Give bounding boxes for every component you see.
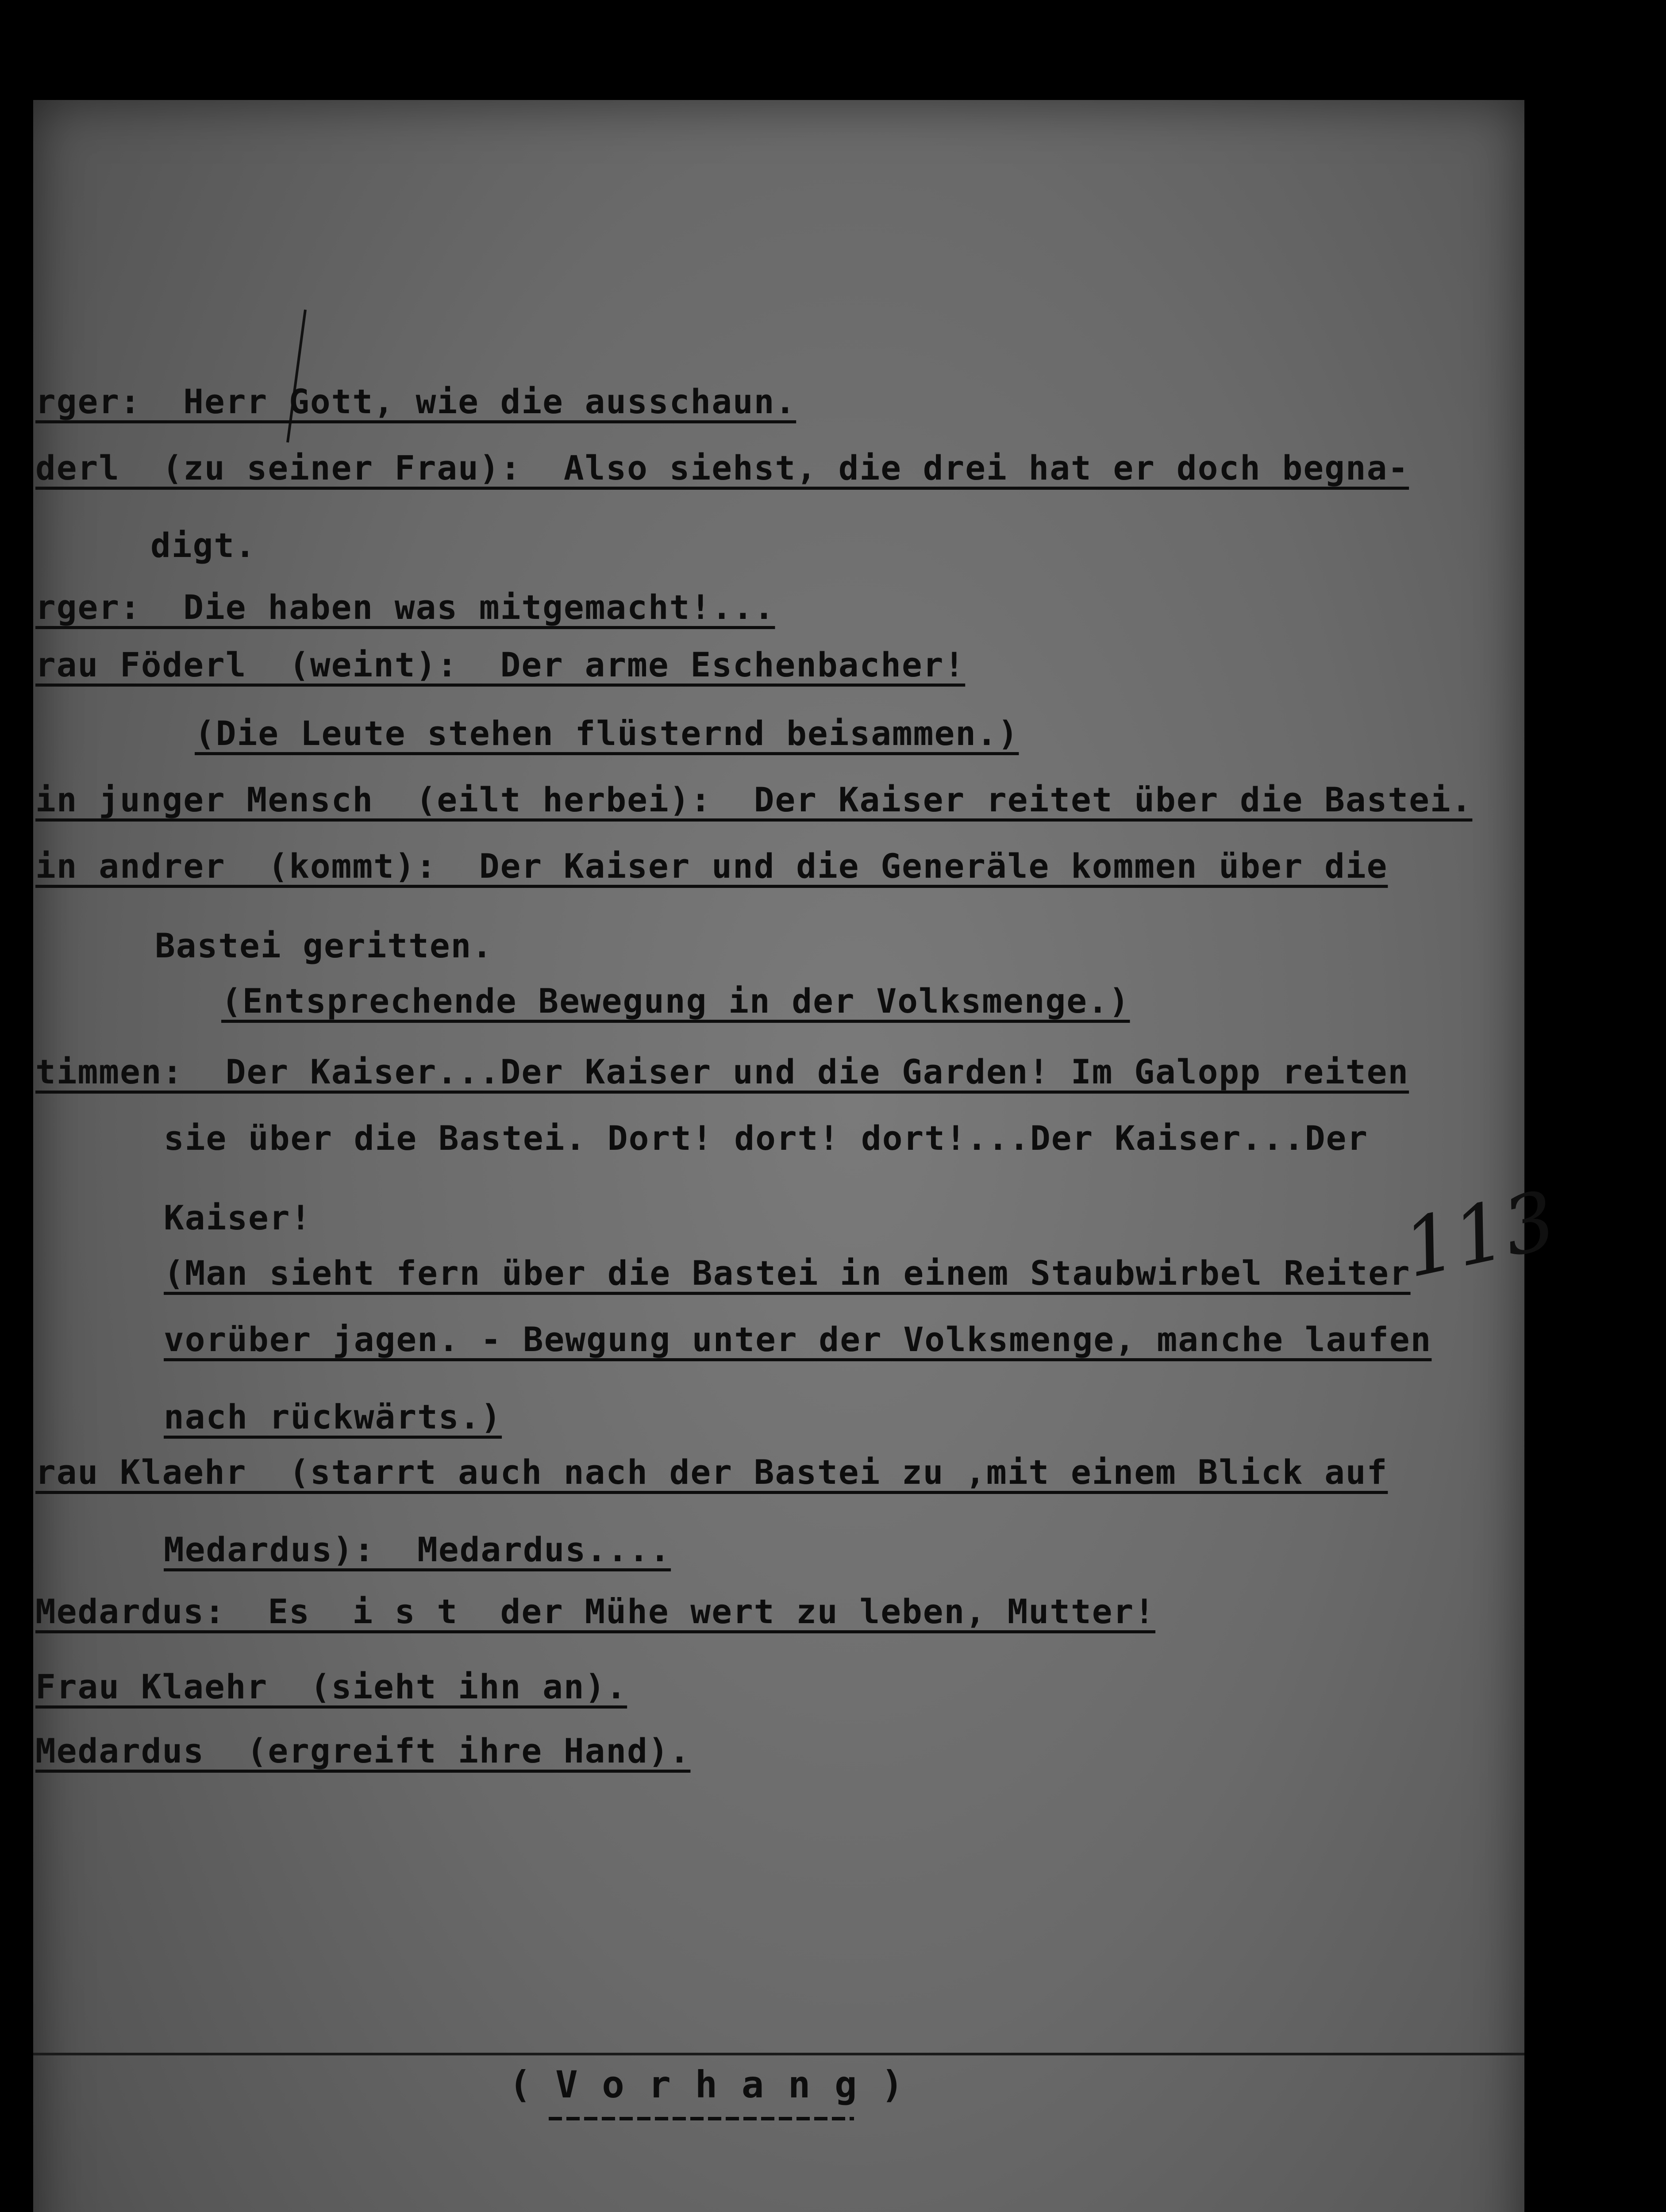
text-line-13: Kaiser! [164,1198,312,1237]
stage-direction-3c: nach rückwärts.) [164,1397,502,1436]
pen-stroke-mark [283,310,310,442]
text-line-2: derl (zu seiner Frau): Also siehst, die drei hat er doch begna- [35,448,1409,488]
page-fold-line [33,2053,1524,2055]
text-line-7: in junger Mensch (eilt herbei): Der Kaiser reitet über die Bastei. [35,780,1473,819]
text-line-17: rau Klaehr (starrt auch nach der Bastei zu ,mit einem Blick auf [35,1452,1388,1492]
text-line-4: rger: Die haben was mitgemacht!... [35,588,775,627]
text-line-1: rger: Herr Gott, wie die ausschaun. [35,382,796,421]
stage-direction-2: (Entsprechende Bewegung in der Volksmenge.) [221,981,1130,1021]
text-line-20: Frau Klaehr (sieht ihn an). [35,1667,627,1706]
text-line-12: sie über die Bastei. Dort! dort! dort!...Der Kaiser...Der [164,1118,1369,1158]
text-line-9: Bastei geritten. [155,926,493,965]
text-line-21: Medardus (ergreift ihre Hand). [35,1731,691,1770]
curtain-label: ( V o r h a n g ) [509,2063,904,2106]
curtain-rule [549,2117,854,2120]
margin-note-text: 113 [1396,1174,1564,1296]
stage-direction-3a: (Man sieht fern über die Bastei in einem Staubwirbel Reiter [164,1253,1411,1293]
margin-handwriting [1396,1168,1564,1296]
text-line-19: Medardus: Es i s t der Mühe wert zu leben, Mutter! [35,1592,1156,1631]
stage-direction-3b: vorüber jagen. - Bewgung unter der Volksmenge, manche laufen [164,1320,1432,1359]
text-line-5: rau Föderl (weint): Der arme Eschenbacher! [35,645,966,684]
text-line-18: Medardus): Medardus.... [164,1530,671,1569]
text-line-8: in andrer (kommt): Der Kaiser und die Generäle kommen über die [35,846,1388,886]
text-line-11: timmen: Der Kaiser...Der Kaiser und die Garden! Im Galopp reiten [35,1052,1409,1091]
text-line-3: digt. [150,526,256,565]
stage-direction-1: (Die Leute stehen flüsternd beisammen.) [195,714,1019,753]
